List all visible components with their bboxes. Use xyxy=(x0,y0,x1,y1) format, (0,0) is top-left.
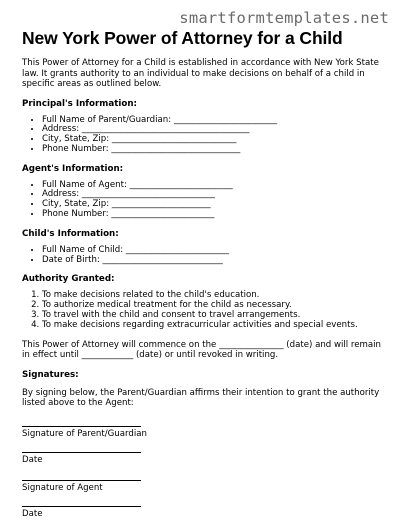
child-list xyxy=(22,246,384,266)
document-page xyxy=(22,28,384,519)
agent-date-line[interactable] xyxy=(22,506,141,507)
child-dob-field[interactable]: • Date of Birth: ____________________________ xyxy=(42,256,384,266)
signature-block-parent xyxy=(22,426,384,439)
parent-date-line[interactable] xyxy=(22,452,141,453)
authority-item: 3. To travel with the child and consent to travel arrangements. xyxy=(42,311,384,321)
authority-item: 4. To make decisions regarding extracurricular activities and special events. xyxy=(42,321,384,331)
child-heading: Child's Information: xyxy=(22,228,119,239)
parent-signature-label: Signature of Parent/Guardian xyxy=(22,428,147,439)
principal-phone-field[interactable]: • Phone Number: ______________________________ xyxy=(42,145,384,155)
authority-heading: Authority Granted: xyxy=(22,274,115,285)
child-name-field[interactable]: • Full Name of Child: ________________________ xyxy=(42,246,384,256)
signature-block-agent-date xyxy=(22,506,384,519)
commencement-paragraph: This Power of Attorney will commence on the _______________ (date) and will remain in effect until ____________ (date) or until revoked in writing. xyxy=(22,339,382,361)
agent-name-field[interactable]: • Full Name of Agent: ________________________ xyxy=(42,181,384,191)
authority-item: 2. To authorize medical treatment for the child as necessary. xyxy=(42,301,384,311)
parent-signature-line[interactable] xyxy=(22,426,141,427)
principal-address-field[interactable]: • Address: _______________________________________ xyxy=(42,125,384,135)
document-title: New York Power of Attorney for a Child xyxy=(22,28,343,48)
principal-list xyxy=(22,116,384,155)
signatures-intro: By signing below, the Parent/Guardian affirms their intention to grant the authority listed above to the Agent: xyxy=(22,387,380,409)
agent-heading: Agent's Information: xyxy=(22,163,124,174)
principal-city-field[interactable]: • City, State, Zip: _____________________________ xyxy=(42,135,384,145)
principal-name-field[interactable]: • Full Name of Parent/Guardian: ________________________ xyxy=(42,116,384,126)
agent-city-field[interactable]: • City, State, Zip: _______________________ xyxy=(42,200,384,210)
intro-paragraph: This Power of Attorney for a Child is established in accordance with New York State law. It grants authority to an individual to make decisions on behalf of a child in specific areas as outlined below. xyxy=(22,58,379,89)
agent-address-field[interactable]: • Address: _______________________________ xyxy=(42,190,384,200)
agent-phone-field[interactable]: • Phone Number: ________________________ xyxy=(42,210,384,220)
watermark: smartformtemplates.net xyxy=(179,9,389,27)
authority-item: 1. To make decisions related to the child's education. xyxy=(42,291,384,301)
authority-list xyxy=(22,291,384,330)
signature-block-agent xyxy=(22,480,384,493)
signature-block-parent-date xyxy=(22,452,384,465)
principal-heading: Principal's Information: xyxy=(22,98,137,109)
agent-list xyxy=(22,181,384,220)
agent-signature-label: Signature of Agent xyxy=(22,482,103,493)
agent-date-label: Date xyxy=(22,508,43,519)
agent-signature-line[interactable] xyxy=(22,480,141,481)
parent-date-label: Date xyxy=(22,454,43,465)
signatures-heading: Signatures: xyxy=(22,369,79,380)
